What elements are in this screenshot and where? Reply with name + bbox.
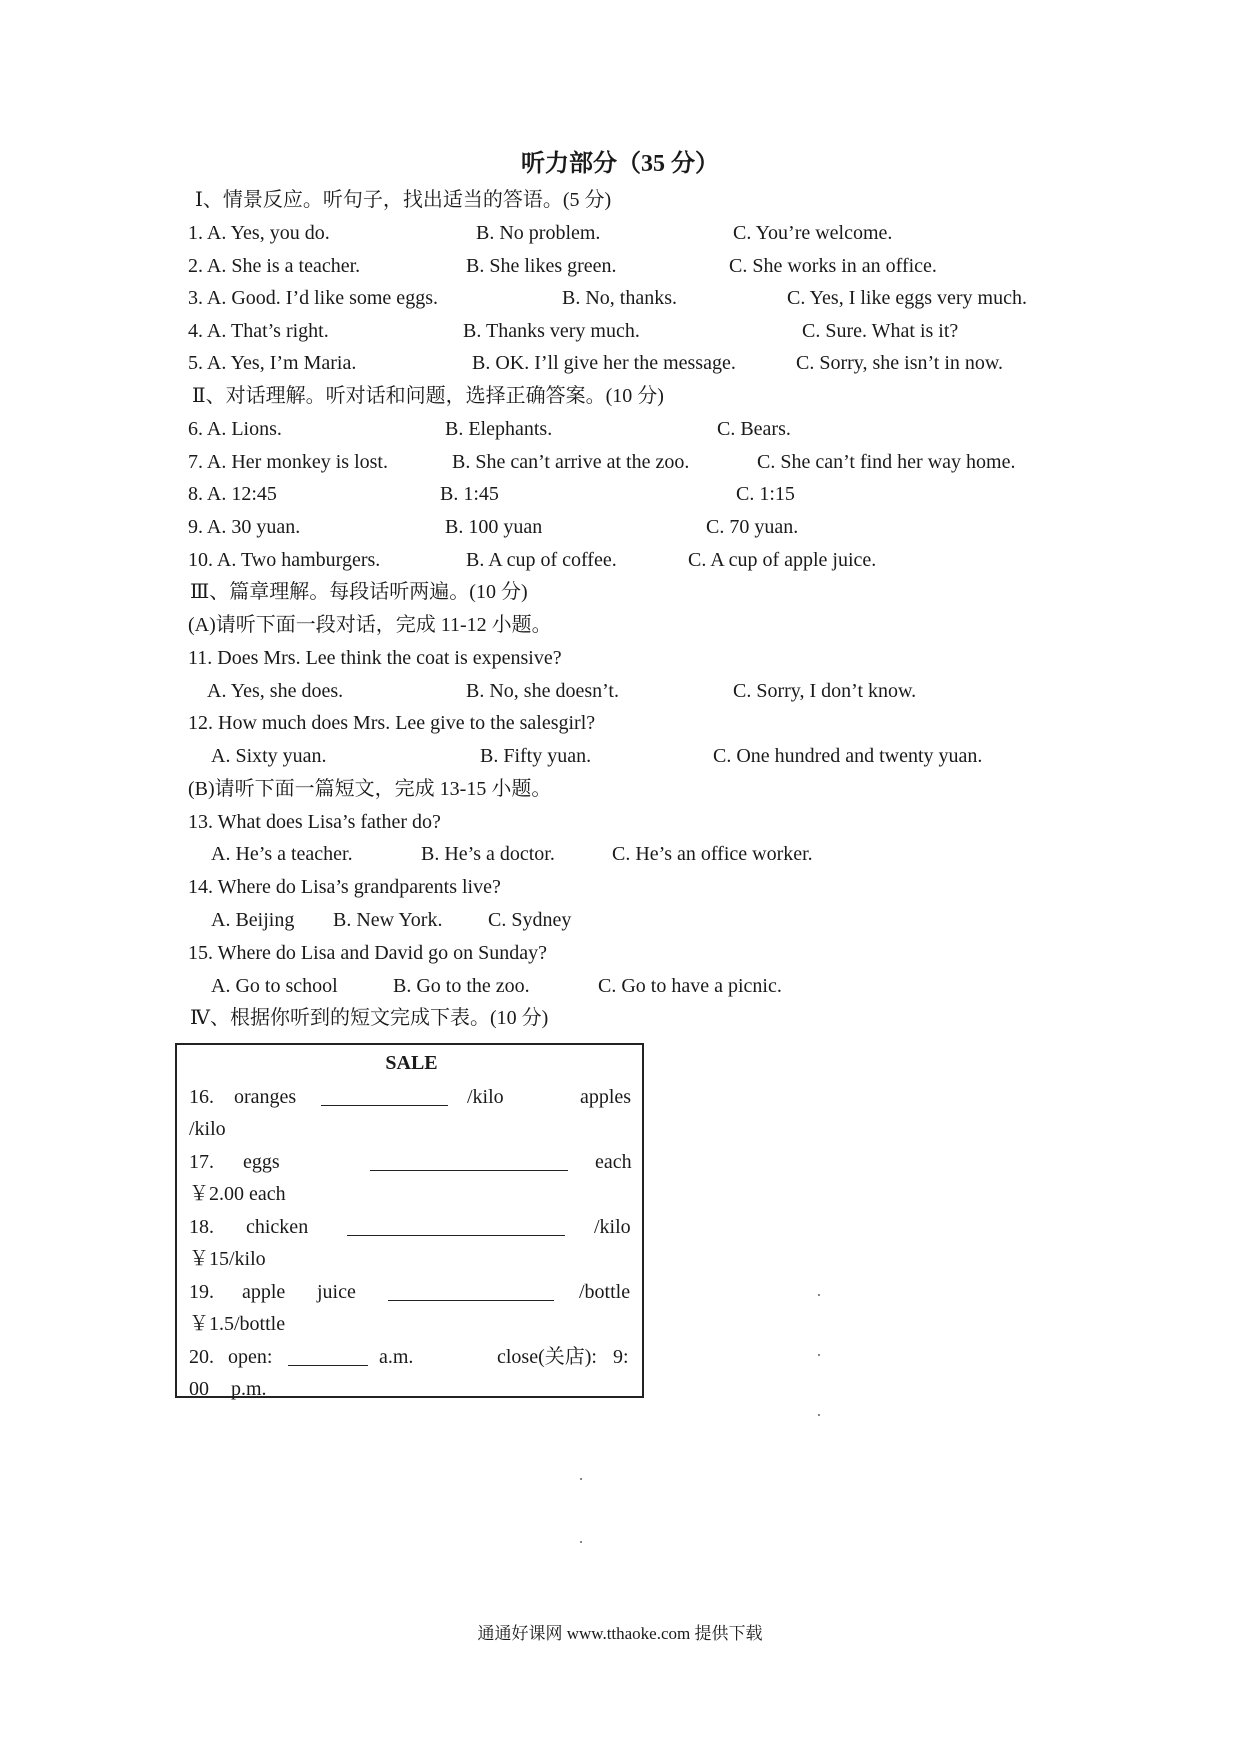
q2-option-a: 2. A. She is a teacher. [188, 255, 361, 277]
q14-option-c: C. Sydney [488, 909, 572, 931]
q5-option-c: C. Sorry, she isn’t in now. [796, 352, 1004, 374]
q4-option-a: 4. A. That’s right. [188, 320, 329, 342]
q2-option-c: C. She works in an office. [729, 255, 937, 277]
q15-stem: 15. Where do Lisa and David go on Sunday? [188, 942, 547, 964]
row-16-item-2: apples [580, 1086, 632, 1108]
row-18-continuation: ￥15/kilo [189, 1248, 266, 1270]
q6-option-b: B. Elephants. [445, 418, 553, 440]
row-20-close-label: close(关店): [497, 1346, 597, 1368]
scan-speck [580, 1541, 582, 1543]
q12-stem: 12. How much does Mrs. Lee give to the salesgirl? [188, 712, 596, 734]
row-18-item: chicken [246, 1216, 309, 1238]
row-17-item: eggs [243, 1151, 280, 1173]
q13-option-c: C. He’s an office worker. [612, 843, 813, 865]
row-17-blank[interactable] [370, 1170, 568, 1171]
q8-option-c: C. 1:15 [736, 483, 795, 505]
row-16-number: 16. [189, 1086, 214, 1108]
q13-option-a: A. He’s a teacher. [211, 843, 353, 865]
q7-option-b: B. She can’t arrive at the zoo. [452, 451, 690, 473]
row-20-pm: p.m. [231, 1378, 267, 1400]
row-19-item-b: juice [317, 1281, 356, 1303]
q10-option-a: 10. A. Two hamburgers. [188, 549, 381, 571]
q15-option-c: C. Go to have a picnic. [598, 975, 782, 997]
row-19-unit: /bottle [579, 1281, 631, 1303]
q11-option-c: C. Sorry, I don’t know. [733, 680, 917, 702]
q5-option-b: B. OK. I’ll give her the message. [472, 352, 736, 374]
row-20-open-label: open: [228, 1346, 273, 1368]
row-20-time-a: 9: [613, 1346, 629, 1368]
q12-option-a: A. Sixty yuan. [211, 745, 327, 767]
q10-option-b: B. A cup of coffee. [466, 549, 617, 571]
q13-stem: 13. What does Lisa’s father do? [188, 811, 441, 833]
q15-option-a: A. Go to school [211, 975, 338, 997]
q6-option-c: C. Bears. [717, 418, 791, 440]
q13-option-b: B. He’s a doctor. [421, 843, 555, 865]
q15-option-b: B. Go to the zoo. [393, 975, 530, 997]
q14-option-b: B. New York. [333, 909, 443, 931]
q5-option-a: 5. A. Yes, I’m Maria. [188, 352, 357, 374]
row-19-continuation: ￥1.5/bottle [189, 1313, 286, 1335]
row-18-blank[interactable] [347, 1235, 565, 1236]
section-1-heading: Ⅰ、情景反应。听句子，找出适当的答语。(5 分) [195, 189, 612, 211]
q12-option-c: C. One hundred and twenty yuan. [713, 745, 983, 767]
q4-option-b: B. Thanks very much. [463, 320, 640, 342]
row-16-continuation: /kilo [189, 1118, 226, 1140]
q10-option-c: C. A cup of apple juice. [688, 549, 877, 571]
row-19-blank[interactable] [388, 1300, 554, 1301]
scan-speck [818, 1414, 820, 1416]
q3-option-c: C. Yes, I like eggs very much. [787, 287, 1027, 309]
row-19-item: apple [242, 1281, 286, 1303]
sale-title: SALE [385, 1052, 438, 1074]
part-a-instruction: (A)请听下面一段对话，完成 11-12 小题。 [188, 614, 552, 636]
section-4-heading: Ⅳ、根据你听到的短文完成下表。(10 分) [190, 1007, 549, 1029]
q8-option-b: B. 1:45 [440, 483, 499, 505]
row-19-number: 19. [189, 1281, 214, 1303]
row-18-unit: /kilo [594, 1216, 631, 1238]
row-20-blank[interactable] [288, 1365, 368, 1366]
row-17-unit: each [595, 1151, 632, 1173]
row-17-number: 17. [189, 1151, 214, 1173]
q11-option-b: B. No, she doesn’t. [466, 680, 619, 702]
q12-option-b: B. Fifty yuan. [480, 745, 592, 767]
q14-stem: 14. Where do Lisa’s grandparents live? [188, 876, 501, 898]
q11-option-a: A. Yes, she does. [207, 680, 344, 702]
scan-speck [818, 1354, 820, 1356]
q3-option-a: 3. A. Good. I’d like some eggs. [188, 287, 438, 309]
q2-option-b: B. She likes green. [466, 255, 617, 277]
row-16-unit: /kilo [467, 1086, 504, 1108]
q9-option-c: C. 70 yuan. [706, 516, 799, 538]
q9-option-b: B. 100 yuan [445, 516, 543, 538]
q9-option-a: 9. A. 30 yuan. [188, 516, 301, 538]
q1-option-a: 1. A. Yes, you do. [188, 222, 330, 244]
q11-stem: 11. Does Mrs. Lee think the coat is expensive? [188, 647, 562, 669]
part-b-instruction: (B)请听下面一篇短文，完成 13-15 小题。 [188, 778, 552, 800]
q6-option-a: 6. A. Lions. [188, 418, 282, 440]
row-18-number: 18. [189, 1216, 214, 1238]
row-20-number: 20. [189, 1346, 214, 1368]
section-3-heading: Ⅲ、篇章理解。每段话听两遍。(10 分) [190, 581, 528, 603]
row-20-time-b: 00 [189, 1378, 209, 1400]
footer-credit: 通通好课网 www.tthaoke.com 提供下载 [477, 1624, 763, 1643]
scan-speck [818, 1294, 820, 1296]
q3-option-b: B. No, thanks. [562, 287, 677, 309]
q7-option-c: C. She can’t find her way home. [757, 451, 1016, 473]
section-2-heading: Ⅱ、对话理解。听对话和问题，选择正确答案。(10 分) [192, 385, 664, 407]
page-title: 听力部分（35 分） [521, 151, 719, 177]
q1-option-b: B. No problem. [476, 222, 601, 244]
scan-speck [580, 1478, 582, 1480]
q7-option-a: 7. A. Her monkey is lost. [188, 451, 388, 473]
row-16-blank[interactable] [321, 1105, 448, 1106]
sale-table [175, 1043, 644, 1398]
row-17-continuation: ￥2.00 each [189, 1183, 286, 1205]
q1-option-c: C. You’re welcome. [733, 222, 893, 244]
row-16-item: oranges [234, 1086, 297, 1108]
q8-option-a: 8. A. 12:45 [188, 483, 277, 505]
row-20-am: a.m. [379, 1346, 414, 1368]
q14-option-a: A. Beijing [211, 909, 295, 931]
q4-option-c: C. Sure. What is it? [802, 320, 959, 342]
